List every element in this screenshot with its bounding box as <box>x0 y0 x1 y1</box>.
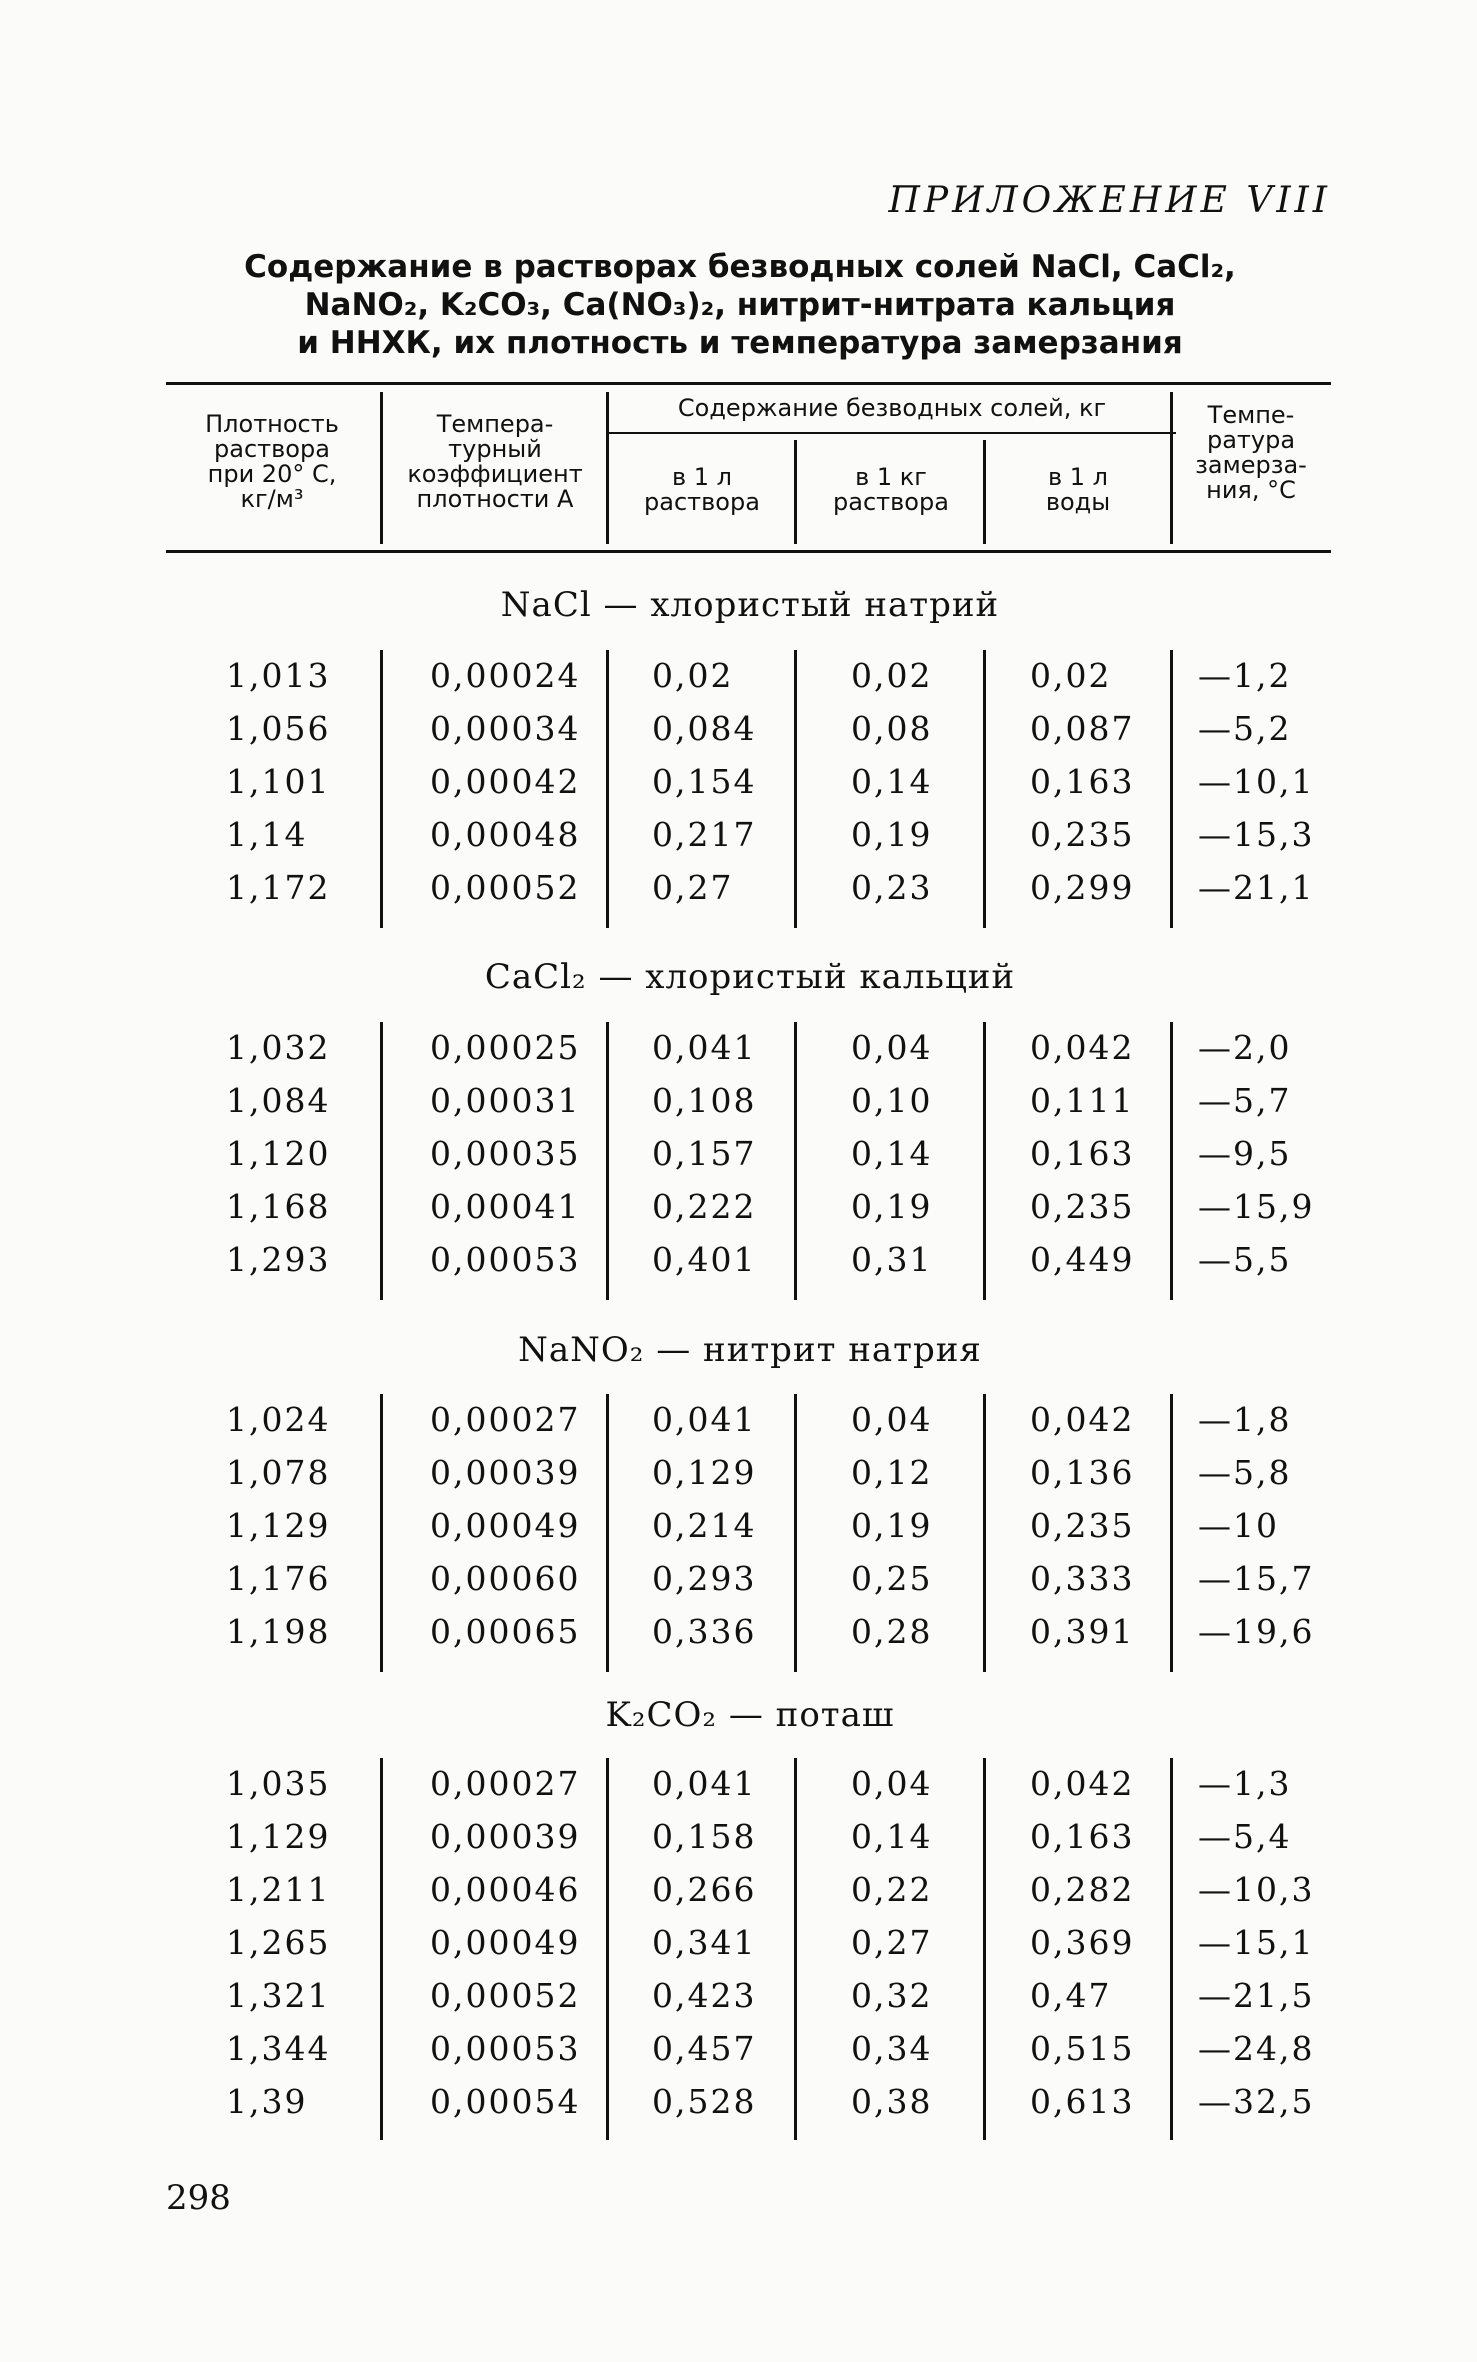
cell-coefficient: 0,00053 <box>430 1240 581 1279</box>
cell-per-liter-water: 0,282 <box>1030 1870 1135 1909</box>
cell-density: 1,293 <box>226 1240 331 1279</box>
column-divider <box>606 1758 609 2140</box>
cell-coefficient: 0,00049 <box>430 1923 581 1962</box>
cell-freezing-temp: —10 <box>1198 1506 1279 1545</box>
cell-freezing-temp: —15,7 <box>1198 1559 1315 1598</box>
cell-per-liter-solution: 0,214 <box>652 1506 757 1545</box>
cell-density: 1,211 <box>226 1870 331 1909</box>
header-group-rule <box>608 432 1176 434</box>
cell-per-kg-solution: 0,27 <box>851 1923 933 1962</box>
header-density: Плотность раствора при 20° С, кг/м³ <box>205 410 339 513</box>
cell-freezing-temp: —21,1 <box>1198 868 1315 907</box>
header-per-liter-solution: в 1 л раствора <box>644 463 760 516</box>
column-divider <box>1170 1394 1173 1672</box>
cell-per-liter-solution: 0,293 <box>652 1559 757 1598</box>
cell-per-liter-solution: 0,041 <box>652 1028 757 1067</box>
cell-density: 1,344 <box>226 2029 331 2068</box>
cell-coefficient: 0,00049 <box>430 1506 581 1545</box>
cell-per-liter-solution: 0,423 <box>652 1976 757 2015</box>
header-divider <box>380 392 383 544</box>
page-number: 298 <box>166 2178 231 2218</box>
cell-per-liter-solution: 0,401 <box>652 1240 757 1279</box>
cell-per-kg-solution: 0,08 <box>851 709 933 748</box>
cell-per-liter-solution: 0,041 <box>652 1764 757 1803</box>
cell-per-liter-solution: 0,02 <box>652 656 734 695</box>
column-divider <box>380 1022 383 1300</box>
cell-density: 1,078 <box>226 1453 331 1492</box>
cell-per-liter-solution: 0,084 <box>652 709 757 748</box>
cell-per-liter-water: 0,391 <box>1030 1612 1135 1651</box>
cell-freezing-temp: —10,3 <box>1198 1870 1315 1909</box>
column-divider <box>983 1022 986 1300</box>
column-divider <box>606 650 609 928</box>
cell-per-kg-solution: 0,19 <box>851 1187 933 1226</box>
cell-coefficient: 0,00041 <box>430 1187 581 1226</box>
cell-per-liter-water: 0,136 <box>1030 1453 1135 1492</box>
cell-density: 1,39 <box>226 2082 308 2121</box>
section-title: K₂CO₂ — поташ <box>605 1695 895 1735</box>
cell-per-liter-water: 0,042 <box>1030 1764 1135 1803</box>
section-title: CaCl₂ — хлористый кальций <box>484 957 1016 997</box>
cell-per-liter-solution: 0,336 <box>652 1612 757 1651</box>
cell-per-liter-water: 0,515 <box>1030 2029 1135 2068</box>
column-divider <box>794 1758 797 2140</box>
cell-per-kg-solution: 0,31 <box>851 1240 933 1279</box>
cell-coefficient: 0,00025 <box>430 1028 581 1067</box>
cell-density: 1,013 <box>226 656 331 695</box>
cell-per-kg-solution: 0,04 <box>851 1028 933 1067</box>
cell-density: 1,056 <box>226 709 331 748</box>
cell-per-kg-solution: 0,14 <box>851 1134 933 1173</box>
cell-density: 1,084 <box>226 1081 331 1120</box>
cell-density: 1,024 <box>226 1400 331 1439</box>
cell-per-kg-solution: 0,04 <box>851 1400 933 1439</box>
cell-freezing-temp: —9,5 <box>1198 1134 1292 1173</box>
cell-per-liter-water: 0,163 <box>1030 1134 1135 1173</box>
header-per-liter-water: в 1 л воды <box>1045 463 1111 516</box>
cell-coefficient: 0,00039 <box>430 1817 581 1856</box>
cell-density: 1,172 <box>226 868 331 907</box>
column-divider <box>794 650 797 928</box>
cell-coefficient: 0,00048 <box>430 815 581 854</box>
cell-coefficient: 0,00039 <box>430 1453 581 1492</box>
cell-per-liter-solution: 0,217 <box>652 815 757 854</box>
cell-per-liter-water: 0,02 <box>1030 656 1112 695</box>
cell-density: 1,265 <box>226 1923 331 1962</box>
cell-per-liter-solution: 0,157 <box>652 1134 757 1173</box>
cell-per-kg-solution: 0,12 <box>851 1453 933 1492</box>
cell-per-liter-water: 0,111 <box>1030 1081 1135 1120</box>
column-divider <box>606 1022 609 1300</box>
cell-coefficient: 0,00024 <box>430 656 581 695</box>
cell-freezing-temp: —5,2 <box>1198 709 1292 748</box>
cell-per-kg-solution: 0,19 <box>851 815 933 854</box>
cell-per-liter-water: 0,042 <box>1030 1028 1135 1067</box>
cell-freezing-temp: —15,3 <box>1198 815 1315 854</box>
cell-per-kg-solution: 0,22 <box>851 1870 933 1909</box>
cell-per-liter-solution: 0,528 <box>652 2082 757 2121</box>
cell-coefficient: 0,00052 <box>430 1976 581 2015</box>
cell-coefficient: 0,00035 <box>430 1134 581 1173</box>
title-line: и ННХК, их плотность и температура замерзания <box>297 325 1183 361</box>
cell-per-liter-solution: 0,129 <box>652 1453 757 1492</box>
cell-coefficient: 0,00054 <box>430 2082 581 2121</box>
table-title <box>240 248 1240 362</box>
cell-freezing-temp: —15,9 <box>1198 1187 1315 1226</box>
cell-freezing-temp: —5,7 <box>1198 1081 1292 1120</box>
cell-per-liter-water: 0,163 <box>1030 1817 1135 1856</box>
cell-per-kg-solution: 0,14 <box>851 1817 933 1856</box>
cell-per-liter-solution: 0,27 <box>652 868 734 907</box>
cell-per-kg-solution: 0,34 <box>851 2029 933 2068</box>
title-line: Содержание в растворах безводных солей NaCl, CaCl₂, <box>244 249 1236 285</box>
column-divider <box>380 1394 383 1672</box>
header-divider <box>794 440 797 544</box>
cell-coefficient: 0,00027 <box>430 1400 581 1439</box>
column-divider <box>380 1758 383 2140</box>
cell-freezing-temp: —24,8 <box>1198 2029 1315 2068</box>
cell-per-kg-solution: 0,02 <box>851 656 933 695</box>
section-title: NaNO₂ — нитрит натрия <box>518 1330 982 1370</box>
cell-per-liter-solution: 0,341 <box>652 1923 757 1962</box>
cell-freezing-temp: —2,0 <box>1198 1028 1292 1067</box>
cell-freezing-temp: —5,8 <box>1198 1453 1292 1492</box>
cell-density: 1,129 <box>226 1506 331 1545</box>
cell-coefficient: 0,00027 <box>430 1764 581 1803</box>
cell-freezing-temp: —32,5 <box>1198 2082 1315 2121</box>
cell-freezing-temp: —21,5 <box>1198 1976 1315 2015</box>
cell-per-liter-water: 0,333 <box>1030 1559 1135 1598</box>
column-divider <box>794 1022 797 1300</box>
cell-per-liter-water: 0,087 <box>1030 709 1135 748</box>
cell-coefficient: 0,00031 <box>430 1081 581 1120</box>
cell-per-kg-solution: 0,28 <box>851 1612 933 1651</box>
column-divider <box>983 650 986 928</box>
cell-density: 1,035 <box>226 1764 331 1803</box>
appendix-label: ПРИЛОЖЕНИЕ VIII <box>888 180 1331 221</box>
cell-per-liter-water: 0,042 <box>1030 1400 1135 1439</box>
column-divider <box>1170 650 1173 928</box>
cell-per-liter-water: 0,235 <box>1030 1506 1135 1545</box>
cell-per-kg-solution: 0,25 <box>851 1559 933 1598</box>
cell-density: 1,129 <box>226 1817 331 1856</box>
column-divider <box>1170 1022 1173 1300</box>
cell-per-liter-water: 0,47 <box>1030 1976 1112 2015</box>
cell-per-liter-water: 0,369 <box>1030 1923 1135 1962</box>
cell-coefficient: 0,00065 <box>430 1612 581 1651</box>
cell-freezing-temp: —1,8 <box>1198 1400 1292 1439</box>
cell-per-liter-water: 0,163 <box>1030 762 1135 801</box>
cell-per-kg-solution: 0,04 <box>851 1764 933 1803</box>
header-freezing-temp: Темпе- ратура замерза- ния, °С <box>1195 401 1307 504</box>
cell-per-liter-water: 0,235 <box>1030 815 1135 854</box>
cell-per-liter-solution: 0,158 <box>652 1817 757 1856</box>
cell-per-liter-water: 0,235 <box>1030 1187 1135 1226</box>
header-divider <box>606 392 609 544</box>
header-bottom-rule <box>166 550 1331 553</box>
cell-coefficient: 0,00053 <box>430 2029 581 2068</box>
cell-coefficient: 0,00060 <box>430 1559 581 1598</box>
cell-per-liter-solution: 0,108 <box>652 1081 757 1120</box>
cell-per-liter-solution: 0,222 <box>652 1187 757 1226</box>
cell-density: 1,321 <box>226 1976 331 2015</box>
cell-per-liter-water: 0,613 <box>1030 2082 1135 2121</box>
header-content-group: Содержание безводных солей, кг <box>677 394 1107 422</box>
section-title: NaCl — хлористый натрий <box>500 585 1000 625</box>
header-per-kg-solution: в 1 кг раствора <box>833 463 949 516</box>
cell-freezing-temp: —1,2 <box>1198 656 1292 695</box>
column-divider <box>983 1394 986 1672</box>
cell-density: 1,120 <box>226 1134 331 1173</box>
cell-density: 1,101 <box>226 762 331 801</box>
header-top-rule <box>166 382 1331 385</box>
header-divider <box>983 440 986 544</box>
cell-per-liter-solution: 0,154 <box>652 762 757 801</box>
cell-freezing-temp: —10,1 <box>1198 762 1315 801</box>
cell-density: 1,198 <box>226 1612 331 1651</box>
header-coefficient: Темпера- турный коэффициент плотности А <box>407 410 583 513</box>
cell-per-kg-solution: 0,19 <box>851 1506 933 1545</box>
cell-density: 1,168 <box>226 1187 331 1226</box>
cell-freezing-temp: —19,6 <box>1198 1612 1315 1651</box>
cell-coefficient: 0,00046 <box>430 1870 581 1909</box>
cell-freezing-temp: —1,3 <box>1198 1764 1292 1803</box>
cell-freezing-temp: —15,1 <box>1198 1923 1315 1962</box>
cell-per-liter-solution: 0,041 <box>652 1400 757 1439</box>
cell-per-kg-solution: 0,14 <box>851 762 933 801</box>
cell-per-kg-solution: 0,32 <box>851 1976 933 2015</box>
cell-density: 1,032 <box>226 1028 331 1067</box>
cell-freezing-temp: —5,5 <box>1198 1240 1292 1279</box>
cell-per-kg-solution: 0,10 <box>851 1081 933 1120</box>
cell-per-liter-solution: 0,457 <box>652 2029 757 2068</box>
column-divider <box>380 650 383 928</box>
title-line: NaNO₂, K₂CO₃, Ca(NO₃)₂, нитрит-нитрата кальция <box>304 287 1176 323</box>
column-divider <box>606 1394 609 1672</box>
cell-density: 1,14 <box>226 815 308 854</box>
cell-per-liter-water: 0,449 <box>1030 1240 1135 1279</box>
cell-freezing-temp: —5,4 <box>1198 1817 1292 1856</box>
cell-per-kg-solution: 0,38 <box>851 2082 933 2121</box>
cell-density: 1,176 <box>226 1559 331 1598</box>
column-divider <box>1170 1758 1173 2140</box>
cell-per-kg-solution: 0,23 <box>851 868 933 907</box>
cell-coefficient: 0,00042 <box>430 762 581 801</box>
cell-coefficient: 0,00052 <box>430 868 581 907</box>
cell-per-liter-water: 0,299 <box>1030 868 1135 907</box>
cell-per-liter-solution: 0,266 <box>652 1870 757 1909</box>
column-divider <box>983 1758 986 2140</box>
cell-coefficient: 0,00034 <box>430 709 581 748</box>
column-divider <box>794 1394 797 1672</box>
